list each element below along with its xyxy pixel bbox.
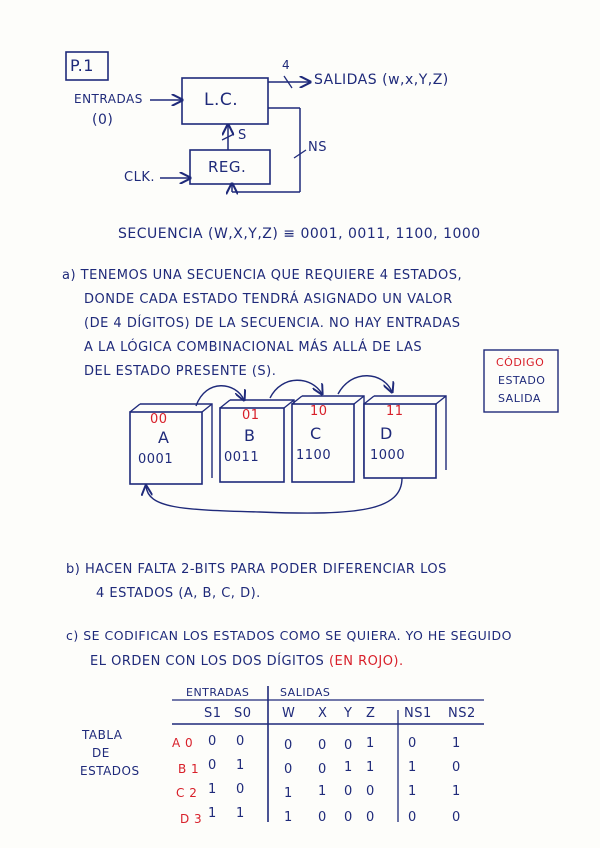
table-cell: 1 <box>366 736 375 751</box>
table-cell: 0 <box>236 734 245 749</box>
table-cell: 1 <box>366 760 375 775</box>
lc-label: L.C. <box>204 90 239 110</box>
table-row-label-d: D 3 <box>180 812 203 826</box>
part-b-line-1: b) HACEN FALTA 2-BITS PARA PODER DIFERENCIAR LOS <box>66 562 447 577</box>
table-header-x: X <box>318 706 328 721</box>
state-d-name: D <box>380 424 393 443</box>
state-a-output: 0001 <box>138 452 174 467</box>
table-header-s1: S1 <box>204 706 222 721</box>
table-cell: 0 <box>284 762 293 777</box>
part-c-line-2 <box>90 654 404 669</box>
table-cell: 0 <box>318 762 327 777</box>
part-c-red-tail: (EN ROJO). <box>328 654 404 669</box>
table-cell: 1 <box>318 784 327 799</box>
part-b-line-2: 4 ESTADOS (A, B, C, D). <box>96 586 261 601</box>
table-cell: 1 <box>284 786 293 801</box>
table-cell: 0 <box>366 784 375 799</box>
legend-state: ESTADO <box>498 374 546 387</box>
state-b-name: B <box>244 426 256 445</box>
table-cell: 1 <box>408 760 417 775</box>
state-a-code: 00 <box>150 412 168 427</box>
outputs-label: SALIDAS (w,x,Y,Z) <box>314 72 449 88</box>
table-header-w: W <box>282 706 296 721</box>
table-header-ns1: NS1 <box>404 706 432 721</box>
table-cell: 1 <box>284 810 293 825</box>
problem-label: P.1 <box>70 56 94 75</box>
table-side-label-2: DE <box>92 746 110 760</box>
table-cell: 1 <box>208 782 217 797</box>
table-cell: 0 <box>452 760 461 775</box>
inputs-sub: (0) <box>92 112 114 128</box>
state-d-code: 11 <box>386 404 404 419</box>
table-row-label-c: C 2 <box>176 786 198 800</box>
s-label: S <box>238 128 247 143</box>
state-box-d <box>364 396 446 478</box>
table-cell: 0 <box>344 810 353 825</box>
table-cell: 0 <box>344 738 353 753</box>
state-b-code: 01 <box>242 408 260 423</box>
state-c-output: 1100 <box>296 448 332 463</box>
table-side-label-1: TABLA <box>82 728 123 742</box>
part-c-line-1: c) SE CODIFICAN LOS ESTADOS COMO SE QUIERA. YO HE SEGUIDO <box>66 628 512 643</box>
table-cell: 1 <box>208 806 217 821</box>
reg-label: REG. <box>208 158 247 176</box>
table-cell: 1 <box>452 736 461 751</box>
state-b-output: 0011 <box>224 450 260 465</box>
table-side-label-3: ESTADOS <box>80 764 140 778</box>
table-cell: 0 <box>344 784 353 799</box>
table-cell: 1 <box>236 758 245 773</box>
table-header-z: Z <box>366 706 376 721</box>
table-cell: 1 <box>236 806 245 821</box>
table-cell: 1 <box>452 784 461 799</box>
table-cell: 0 <box>452 810 461 825</box>
state-d-output: 1000 <box>370 448 406 463</box>
table-group-inputs: ENTRADAS <box>186 686 250 699</box>
table-header-y: Y <box>344 706 353 721</box>
part-a-line-4: A LA LÓGICA COMBINACIONAL MÁS ALLÁ DE LAS <box>84 340 423 355</box>
part-a-line-1: a) TENEMOS UNA SECUENCIA QUE REQUIERE 4 ESTADOS, <box>62 268 463 283</box>
table-cell: 0 <box>208 758 217 773</box>
legend-code: CÓDIGO <box>496 356 545 369</box>
part-a-line-2: DONDE CADA ESTADO TENDRÁ ASIGNADO UN VALOR <box>84 292 453 307</box>
table-header-ns2: NS2 <box>448 706 476 721</box>
part-a-line-5: DEL ESTADO PRESENTE (S). <box>84 364 277 379</box>
table-row-label-b: B 1 <box>178 762 200 776</box>
table-header-s0: S0 <box>234 706 252 721</box>
table-cell: 0 <box>408 736 417 751</box>
table-cell: 0 <box>318 810 327 825</box>
state-c-code: 10 <box>310 404 328 419</box>
inputs-label: ENTRADAS <box>74 92 143 106</box>
table-group-outputs: SALIDAS <box>280 686 331 699</box>
table-row-label-a: A 0 <box>172 736 194 750</box>
part-a-line-3: (DE 4 DÍGITOS) DE LA SECUENCIA. NO HAY ENTRADAS <box>84 316 461 331</box>
table-cell: 0 <box>366 810 375 825</box>
part-c-line-2-text: EL ORDEN CON LOS DOS DÍGITOS <box>90 654 325 669</box>
legend-output: SALIDA <box>498 392 541 405</box>
state-box-a <box>130 404 212 484</box>
table-cell: 0 <box>408 810 417 825</box>
state-box-c <box>292 396 364 482</box>
state-a-name: A <box>158 428 170 447</box>
table-cell: 0 <box>318 738 327 753</box>
state-c-name: C <box>310 424 322 443</box>
table-cell: 0 <box>208 734 217 749</box>
sequence-text: SECUENCIA (W,X,Y,Z) ≡ 0001, 0011, 1100, 1000 <box>118 226 481 242</box>
clk-label: CLK. <box>124 170 155 185</box>
table-cell: 0 <box>284 738 293 753</box>
table-cell: 0 <box>236 782 245 797</box>
ns-label: NS <box>308 140 327 155</box>
table-cell: 1 <box>408 784 417 799</box>
table-cell: 1 <box>344 760 353 775</box>
bus-width: 4 <box>282 58 291 72</box>
